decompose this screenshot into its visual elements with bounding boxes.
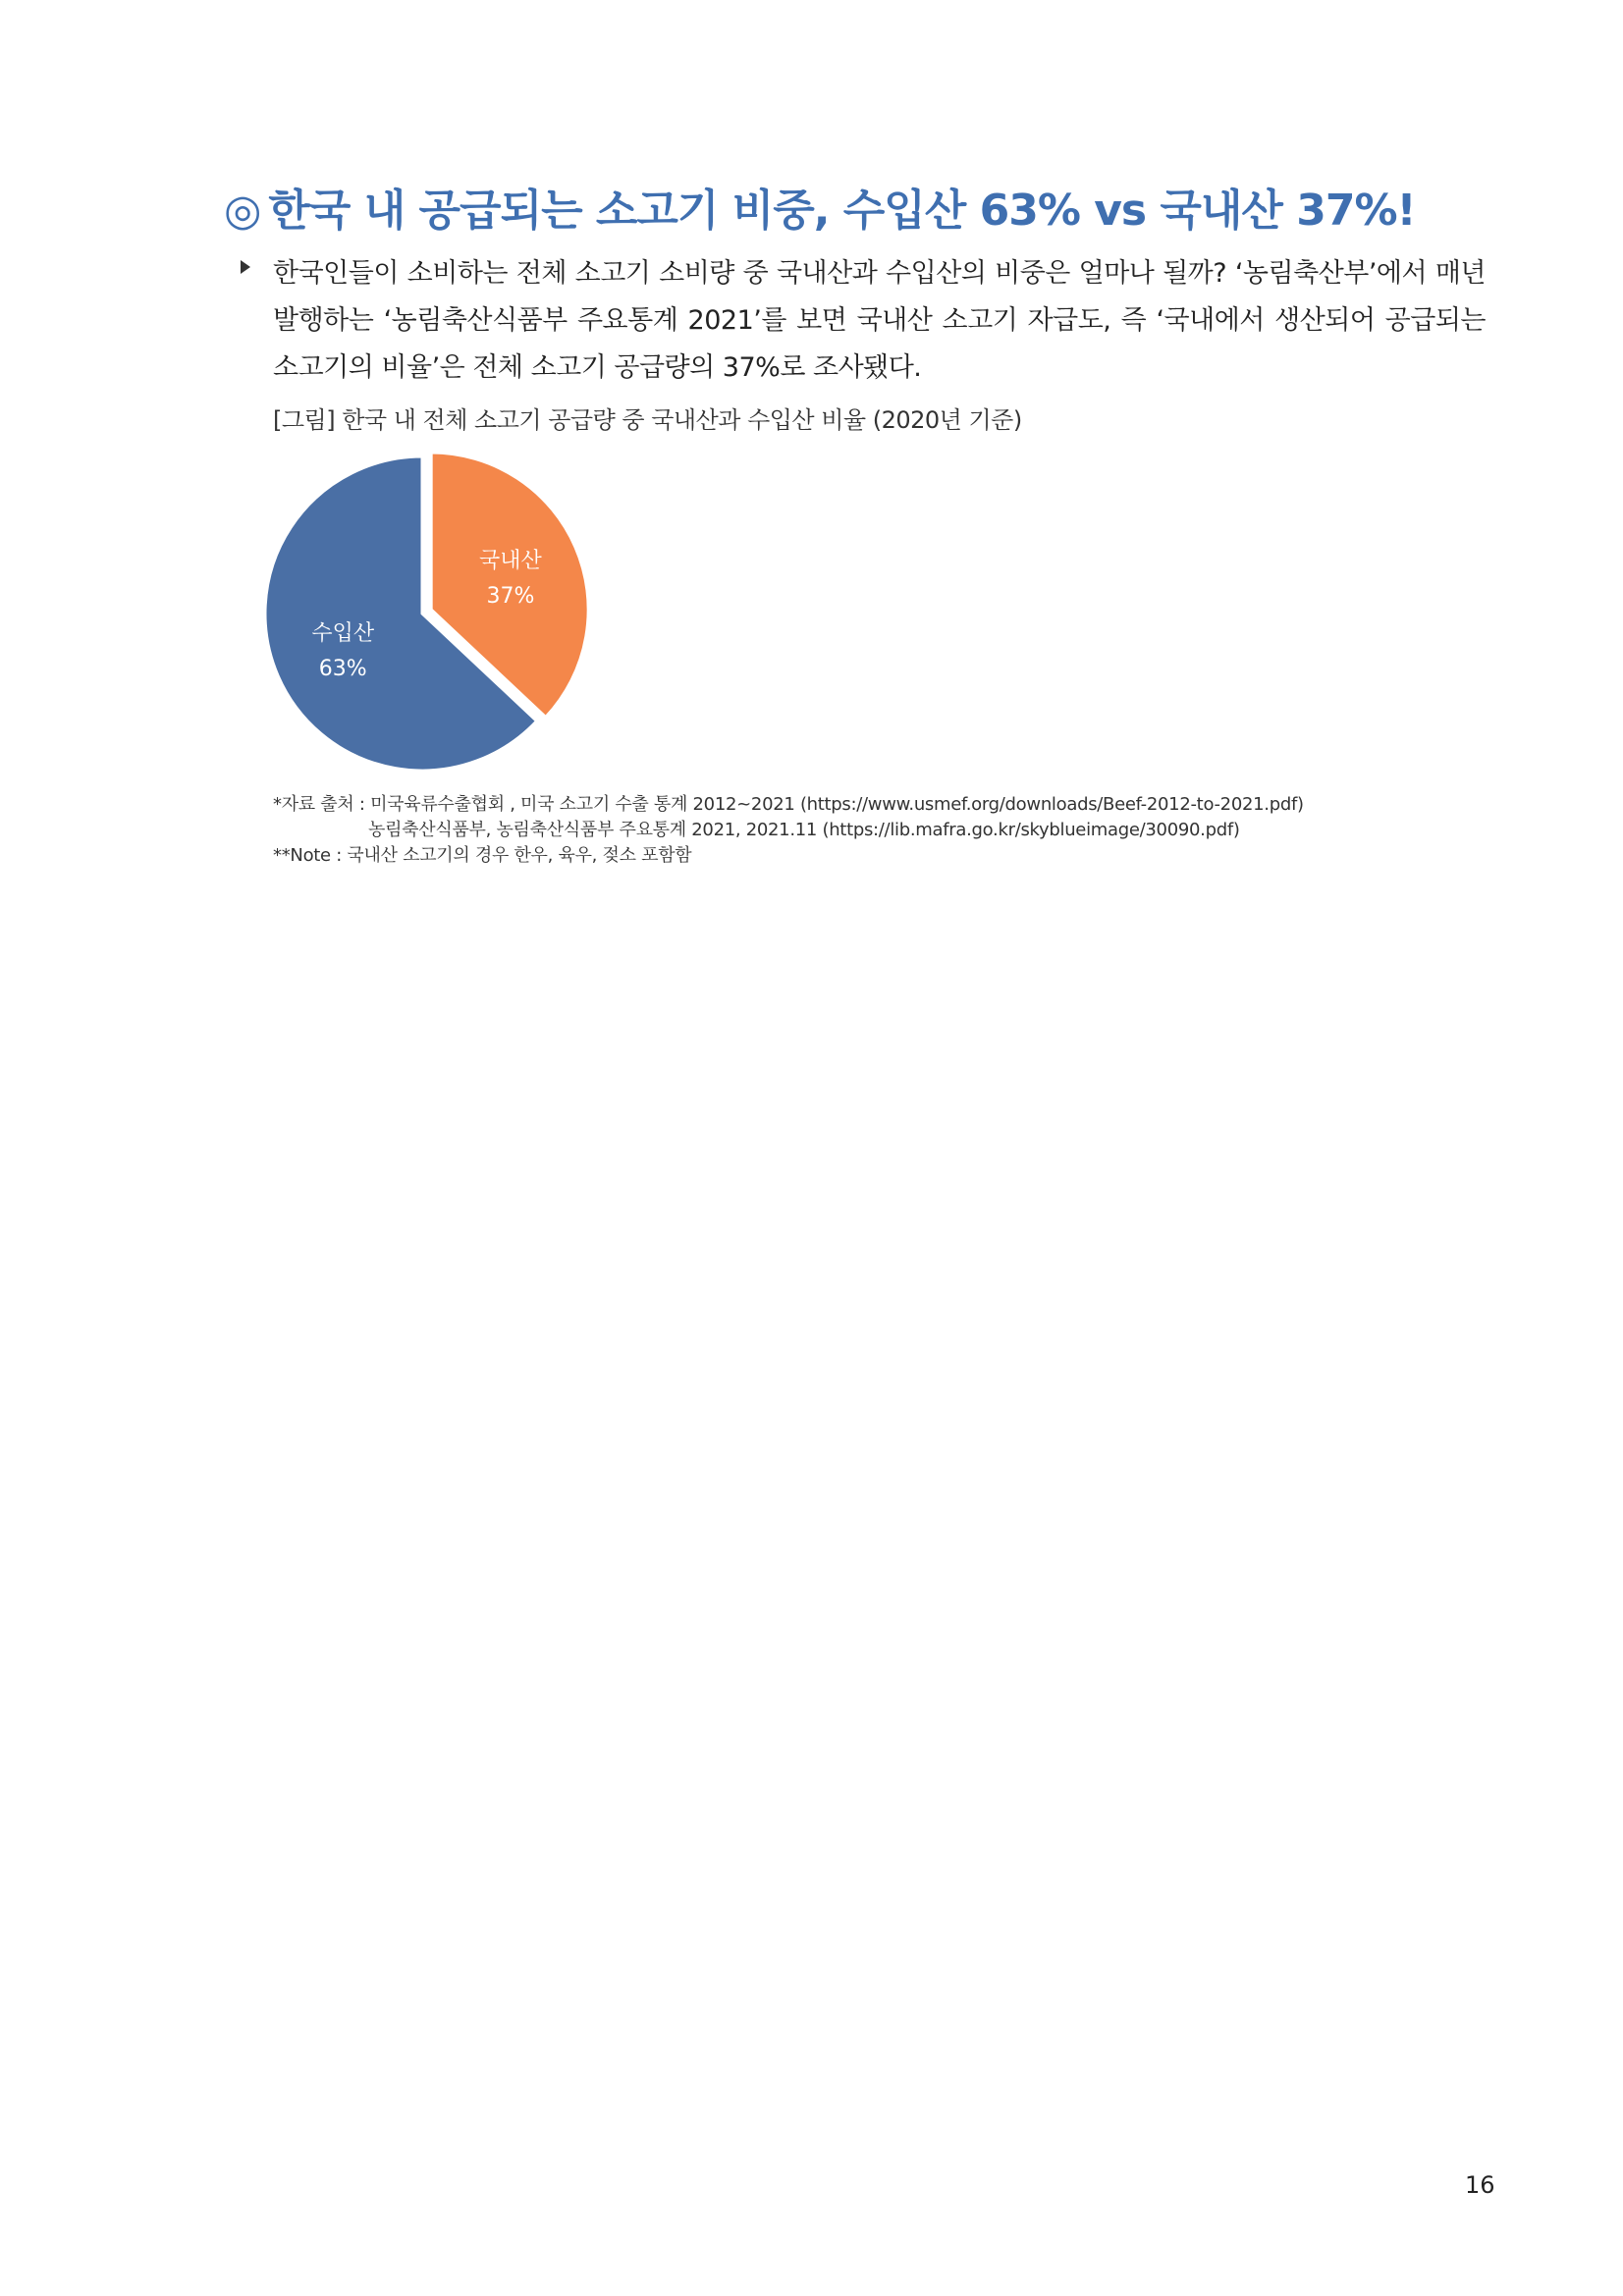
body-paragraph: 한국인들이 소비하는 전체 소고기 소비량 중 국내산과 수입산의 비중은 얼마나 될까? ‘농림축산부’에서 매년 발행하는 ‘농림축산식품부 주요통계 2021’를 보면 국내산 소고기 자급도, 즉 ‘국내에서 생산되어 공급되는 소고기의 비율’은 전체 소고기 공급량의 37%로 조사됐다. [273, 258, 1486, 383]
section-title [224, 175, 1500, 238]
pie-chart-svg [255, 447, 589, 780]
note-line: **Note : 국내산 소고기의 경우 한우, 육우, 젖소 포함함 [273, 845, 692, 866]
source-line-2: 농림축산식품부, 농림축산식품부 주요통계 2021, 2021.11 (https://lib.mafra.go.kr/skyblueimage/30090.pdf) [368, 820, 1240, 840]
page-number: 16 [1465, 2171, 1495, 2199]
pie-chart [255, 447, 589, 780]
pie-slice-value-1: 37% [486, 584, 535, 610]
pie-slice-label-1: 국내산 [479, 549, 542, 574]
pie-slice-value-2: 63% [318, 656, 367, 681]
bullet-paragraph-block [241, 250, 1486, 392]
section-title-text: 한국 내 공급되는 소고기 비중, 수입산 63% vs 국내산 37%! [268, 186, 1416, 236]
source-line-1: *자료 출처 : 미국육류수출협회 , 미국 소고기 수출 통계 2012~2021 (https://www.usmef.org/downloads/Beef-2012-to-2021.pdf) [273, 794, 1304, 815]
double-circle-icon: ◎ [224, 186, 261, 236]
source-notes [273, 792, 1304, 869]
triangle-bullet-icon [241, 260, 250, 274]
figure-caption: [그림] 한국 내 전체 소고기 공급량 중 국내산과 수입산 비율 (2020년 기준) [273, 406, 1022, 434]
pie-slice-label-2: 수입산 [311, 620, 375, 646]
